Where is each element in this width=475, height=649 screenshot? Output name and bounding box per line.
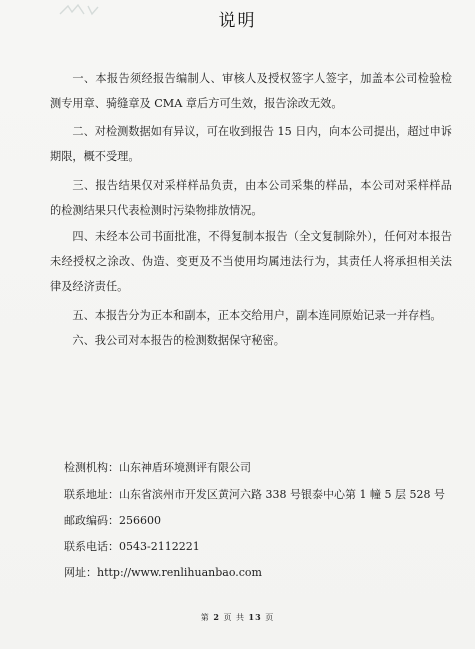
clause-4: 四、未经本公司书面批准，不得复制本报告（全文复制除外），任何对本报告未经授权之涂改、伪造、变更及不当使用均属违法行为，其责任人将承担相关法律及经济责任。 <box>50 230 452 293</box>
postcode-value: 256600 <box>119 514 161 527</box>
website-link[interactable]: http://www.renlihuanbao.com <box>97 566 262 579</box>
phone-label: 联系电话： <box>64 540 119 553</box>
organization-value: 山东神盾环境测评有限公司 <box>119 461 251 474</box>
page-prefix: 第 <box>200 613 210 622</box>
clause-5: 五、本报告分为正本和副本，正本交给用户，副本连同原始记录一并存档。 <box>72 309 442 322</box>
page-suffix: 页 <box>265 613 275 622</box>
phone-value: 0543-2112221 <box>119 540 200 553</box>
clause-3: 三、报告结果仅对采样样品负责，由本公司采集的样品，本公司对采样样品的检测结果只代表检测时污染物排放情况。 <box>50 179 452 217</box>
address-label: 联系地址： <box>64 488 119 501</box>
page-mid: 页 共 <box>223 613 245 622</box>
contact-phone <box>64 539 459 555</box>
address-value: 山东省滨州市开发区黄河六路 338 号银泰中心第 1 幢 5 层 528 号 <box>119 488 445 501</box>
contact-website <box>64 565 459 581</box>
clause-1: 一、本报告须经报告编制人、审核人及授权签字人签字，加盖本公司检验检测专用章、骑缝章及 CMA 章后方可生效，报告涂改无效。 <box>50 72 452 110</box>
website-label: 网址： <box>64 566 97 579</box>
organization-label: 检测机构： <box>64 461 119 474</box>
clause-6: 六、我公司对本报告的检测数据保守秘密。 <box>72 334 285 347</box>
contact-postcode <box>64 513 459 529</box>
page-current: 2 <box>213 612 220 622</box>
page-total: 13 <box>248 612 262 622</box>
contact-organization <box>64 460 459 476</box>
page-title: 说明 <box>218 11 257 31</box>
contact-address <box>64 487 459 503</box>
page-number-footer <box>0 612 475 623</box>
postcode-label: 邮政编码： <box>64 514 119 527</box>
clause-2: 二、对检测数据如有异议，可在收到报告 15 日内，向本公司提出，超过申诉期限，概不受理。 <box>50 125 452 163</box>
